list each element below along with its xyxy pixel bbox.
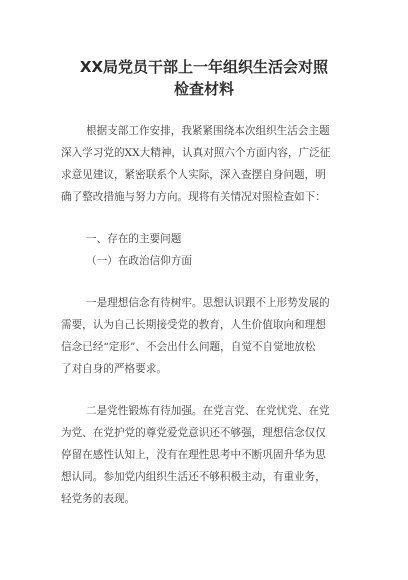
para1-line-4: 了对自身的严格要求。 [61, 363, 167, 375]
intro-line-1: 根据支部工作安排，我紧紧围绕本次组织生活会主题 [86, 125, 330, 137]
intro-line-4: 确了整改措施与努力方向。现将有关情况对照检查如下： [61, 191, 326, 203]
para1-line-3: 信念已经“定形”、不会出什么问题，自觉不自觉地放松 [61, 341, 316, 353]
para2-line-4: 想认同。参加党内组织生活还不够积极主动，有重业务， [61, 471, 326, 483]
subsection-heading: （一）在政治信仰方面 [86, 255, 192, 267]
para2-line-3: 停留在感性认知上，没有在理性思考中不断巩固升华为思 [61, 449, 326, 461]
intro-line-2: 深入学习党的XX大精神，认真对照六个方面内容，广泛征 [61, 147, 331, 159]
para1-line-1: 一是理想信念有待树牢。思想认识跟不上形势发展的 [86, 297, 330, 309]
intro-line-3: 求意见建议，紧密联系个人实际，深入查摆自身问题，明 [61, 169, 326, 181]
para2-line-1: 二是党性锻炼有待加强。在党言党、在党忧党、在党 [86, 405, 330, 417]
para2-line-5: 轻党务的表现。 [61, 493, 136, 505]
section-heading: 一、存在的主要问题 [86, 233, 182, 245]
para2-line-2: 为党、在党护党的尊党爱党意识还不够强，理想信念仅仅 [61, 427, 326, 439]
document-title-line-1: XX局党员干部上一年组织生活会对照 [79, 58, 329, 76]
para1-line-2: 需要，认为自己长期接受党的教育，人生价值取向和理想 [61, 319, 326, 331]
document-title-line-2: 检查材料 [173, 80, 234, 98]
